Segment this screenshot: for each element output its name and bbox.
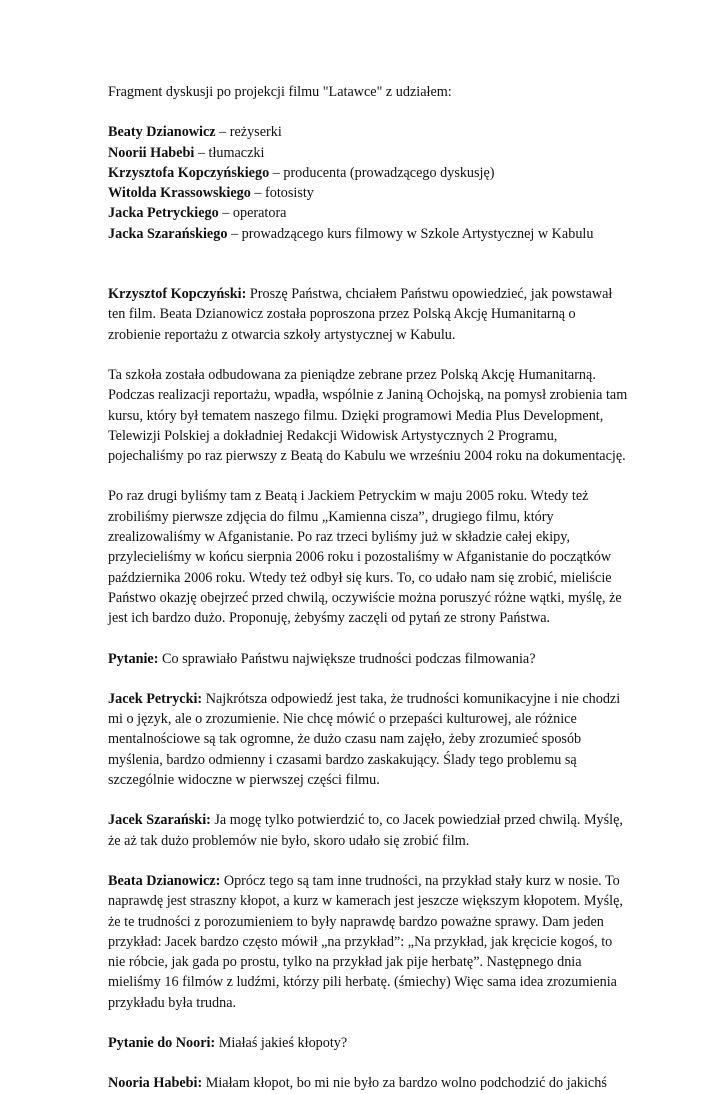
participant-line [108,143,628,163]
speaker-label: Nooria Habebi: [108,1075,203,1092]
speaker-label: Beata Dzianowicz: [108,872,221,889]
speaker-label: Jacek Petrycki: [108,690,203,707]
paragraph-text: Ja mogę tylko potwierdzić to, co Jacek powiedział przed chwilą. Myślę, że aż tak dużo problemów nie było, skoro udało się zrobić film. [108,812,623,849]
participant-name: Beaty Dzianowicz [108,124,216,141]
participant-name: Jacka Szarańskiego [108,225,228,242]
document-page [108,82,628,1094]
participant-role: – fotosisty [250,185,314,202]
speaker-label: Pytanie do Noori: [108,1034,216,1051]
discussion-paragraph [108,810,628,851]
discussion-paragraph [108,689,628,790]
speaker-label: Pytanie: [108,650,159,667]
discussion-paragraph [108,1073,628,1093]
paragraph-text: Miałam kłopot, bo mi nie było za bardzo wolno podchodzić do jakichś [202,1075,607,1092]
participant-role: – reżyserki [215,124,282,141]
participant-role: – tłumaczki [194,144,265,161]
participant-role: – operatora [218,205,287,222]
participant-line [108,183,628,203]
paragraph-text: Co sprawiało Państwu największe trudności podczas filmowania? [158,650,536,667]
paragraph-text: Najkrótsza odpowiedź jest taka, że trudności komunikacyjne i nie chodzi mi o język, ale o zrozumienie. Nie chcę mówić o przepaści kulturowej, ale różnice mentalnościowe są tak ogromne, że dużo czasu nam zajęło, żeby zrozumieć sposób myślenia, bardzo odmienny i czasami bardzo zaskakujący. Ślady tego problemu są szczególnie widoczne w pierwszej części filmu. [108,690,621,789]
participant-line [108,122,628,142]
paragraph-text: Miałaś jakieś kłopoty? [215,1034,348,1051]
participant-name: Jacka Petryckiego [108,205,219,222]
participant-role: – prowadzącego kurs filmowy w Szkole Artystycznej w Kabulu [227,225,594,242]
paragraph-text: Ta szkoła została odbudowana za pieniądze zebrane przez Polską Akcję Humanitarną. Podczas realizacji reportażu, wpadła, wspólnie z Janiną Ochojską, na pomysł zrobienia tam kursu, który był tematem naszego filmu. Dzięki programowi Media Plus Development, Telewizji Polskiej a dokładniej Redakcji Widowisk Artystycznych 2 Programu, pojechaliśmy po raz pierwszy z Beatą do Kabulu we wrześniu 2004 roku na dokumentację. [108,366,628,465]
discussion-paragraph [108,649,628,669]
participant-name: Krzysztofa Kopczyńskiego [108,164,270,181]
paragraph-text: Oprócz tego są tam inne trudności, na przykład stały kurz w nosie. To naprawdę jest straszny kłopot, a kurz w kamerach jest jeszcze większym kłopotem. Myślę, że te trudności z porozumieniem to były naprawdę bardzo poważne sprawy. Dam jeden przykład: Jacek bardzo często mówił „na przykład”: „Na przykład, jak kręcicie kogoś, to nie róbcie, jak gada po prostu, tylko na przykład jak pije herbatę”. Następnego dnia mieliśmy 16 filmów z ludźmi, którzy pili herbatę. (śmiechy) Więc sama idea zrozumienia przykładu była trudna. [108,872,623,1011]
discussion-paragraph [108,871,628,1013]
participant-line [108,203,628,223]
paragraph-text: Proszę Państwa, chciałem Państwu opowiedzieć, jak powstawał ten film. Beata Dzianowicz została poproszona przez Polską Akcję Humanitarną o zrobienie reportażu z otwarcia szkoły artystycznej w Kabulu. [108,286,613,343]
discussion-paragraph [108,486,628,628]
document-intro: Fragment dyskusji po projekcji filmu "Latawce" z udziałem: [108,84,452,100]
participant-role: – producenta (prowadzącego dyskusję) [269,164,495,181]
discussion-paragraph [108,284,628,345]
participants-list [108,122,628,244]
paragraph-text: Po raz drugi byliśmy tam z Beatą i Jackiem Petryckim w maju 2005 roku. Wtedy też zrobiliśmy pierwsze zdjęcia do filmu „Kamienna cisza”, drugiego filmu, który zrealizowaliśmy w Afganistanie. Po raz trzeci byliśmy już w składzie całej ekipy, przylecieliśmy w końcu sierpnia 2006 roku i pozostaliśmy w Afganistanie do początków października 2006 roku. Wtedy też odbył się kurs. To, co udało nam się zrobić, mieliście Państwo okazję obejrzeć przed chwilą, oczywiście można poruszyć różne wątki, myślę, że jest ich bardzo dużo. Proponuję, żebyśmy zaczęli od pytań ze strony Państwa. [108,488,622,627]
participant-line [108,224,628,244]
speaker-label: Krzysztof Kopczyński: [108,286,247,303]
speaker-label: Jacek Szarański: [108,812,211,829]
participant-name: Witolda Krassowskiego [108,185,251,202]
participant-name: Noorii Habebi [108,144,195,161]
participant-line [108,163,628,183]
discussion-paragraph [108,1033,628,1053]
discussion-paragraph [108,365,628,466]
section-spacer [108,264,628,284]
